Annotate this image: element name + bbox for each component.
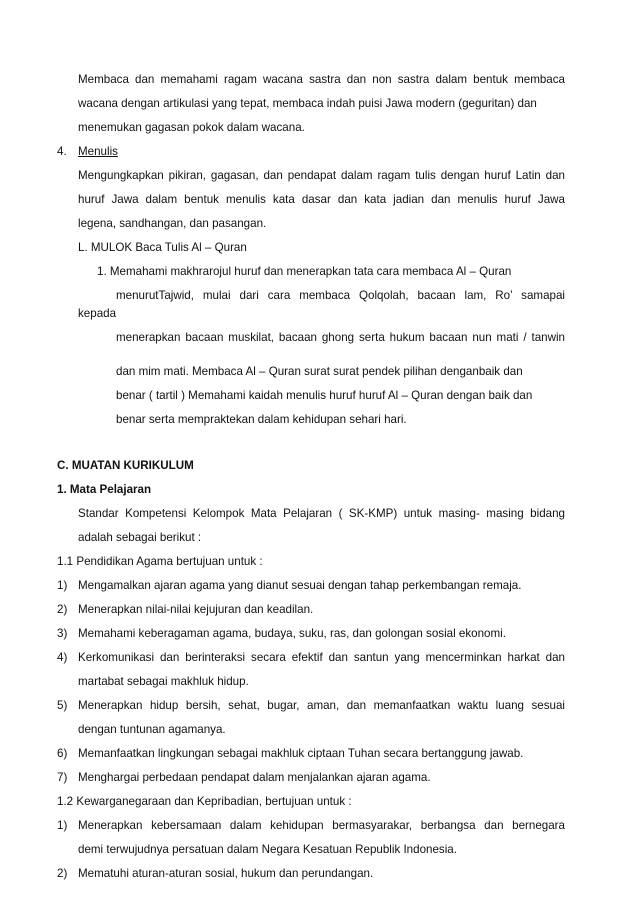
paragraph-line: benar ( tartil ) Memahami kaidah menulis huruf huruf Al – Quran dengan baik dan — [116, 389, 533, 402]
list-item: Memahami keberagaman agama, budaya, suku, ras, dan golongan sosial ekonomi. — [78, 627, 506, 640]
paragraph-line: benar serta mempraktekan dalam kehidupan sehari hari. — [116, 413, 407, 426]
list-item: Mematuhi aturan-aturan sosial, hukum dan perundangan. — [78, 867, 374, 880]
paragraph-line: menurutTajwid, mulai dari cara membaca Qolqolah, bacaan lam, Ro’ samapai — [116, 289, 565, 302]
section-heading: L. MULOK Baca Tulis Al – Quran — [78, 241, 247, 254]
list-item: Menerapkan hidup bersih, sehat, bugar, aman, dan memanfaatkan waktu luang sesuai — [78, 699, 565, 712]
section-heading: C. MUATAN KURIKULUM — [57, 459, 194, 472]
subsection-heading: 1.1 Pendidikan Agama bertujuan untuk : — [57, 555, 263, 568]
list-item: Kerkomunikasi dan berinteraksi secara efektif dan santun yang mencerminkan harkat dan — [78, 651, 565, 664]
list-number: 4. — [57, 145, 67, 158]
list-item: Mengamalkan ajaran agama yang dianut sesuai dengan tahap perkembangan remaja. — [78, 579, 522, 592]
list-number: 2) — [57, 867, 68, 880]
paragraph-line: dan mim mati. Membaca Al – Quran surat surat pendek pilihan denganbaik dan — [116, 365, 523, 378]
paragraph-line: legena, sandhangan, dan pasangan. — [78, 217, 267, 230]
list-item-continuation: demi terwujudnya persatuan dalam Negara Kesatuan Republik Indonesia. — [78, 843, 457, 856]
paragraph-line: 1. Memahami makhrarojul huruf dan menerapkan tata cara membaca Al – Quran — [97, 265, 512, 278]
paragraph-line: kepada — [78, 307, 117, 320]
paragraph-line: Mengungkapkan pikiran, gagasan, dan pendapat dalam ragam tulis dengan huruf Latin dan — [78, 169, 565, 182]
paragraph-line: wacana dengan artikulasi yang tepat, membaca indah puisi Jawa modern (geguritan) dan — [78, 97, 537, 110]
paragraph-line: Standar Kompetensi Kelompok Mata Pelajaran ( SK-KMP) untuk masing- masing bidang — [78, 507, 565, 520]
subsection-heading: 1. Mata Pelajaran — [57, 483, 152, 496]
paragraph-line: menemukan gagasan pokok dalam wacana. — [78, 121, 305, 134]
item-title: Menulis — [78, 145, 118, 158]
list-number: 2) — [57, 603, 68, 616]
list-item: Memanfaatkan lingkungan sebagai makhluk ciptaan Tuhan secara bertanggung jawab. — [78, 747, 524, 760]
list-number: 7) — [57, 771, 68, 784]
list-item-continuation: dengan tuntunan agamanya. — [78, 723, 226, 736]
list-item: Menerapkan kebersamaan dalam kehidupan bermasyarakar, berbangsa dan bernegara — [78, 819, 565, 832]
list-item: Menghargai perbedaan pendapat dalam menjalankan ajaran agama. — [78, 771, 431, 784]
paragraph-line: adalah sebagai berikut : — [78, 531, 202, 544]
paragraph-line: Membaca dan memahami ragam wacana sastra dan non sastra dalam bentuk membaca — [78, 73, 565, 86]
list-number: 1) — [57, 819, 68, 832]
paragraph-line: huruf Jawa dalam bentuk menulis kata dasar dan kata jadian dan menulis huruf Jawa — [78, 193, 565, 206]
list-item: Menerapkan nilai-nilai kejujuran dan keadilan. — [78, 603, 314, 616]
list-number: 6) — [57, 747, 68, 760]
list-number: 3) — [57, 627, 68, 640]
list-item-continuation: martabat sebagai makhluk hidup. — [78, 675, 249, 688]
paragraph-line: menerapkan bacaan muskilat, bacaan ghong serta hukum bacaan nun mati / tanwin — [116, 331, 565, 344]
list-number: 1) — [57, 579, 68, 592]
list-number: 5) — [57, 699, 68, 712]
list-number: 4) — [57, 651, 68, 664]
subsection-heading: 1.2 Kewarganegaraan dan Kepribadian, bertujuan untuk : — [57, 795, 352, 808]
